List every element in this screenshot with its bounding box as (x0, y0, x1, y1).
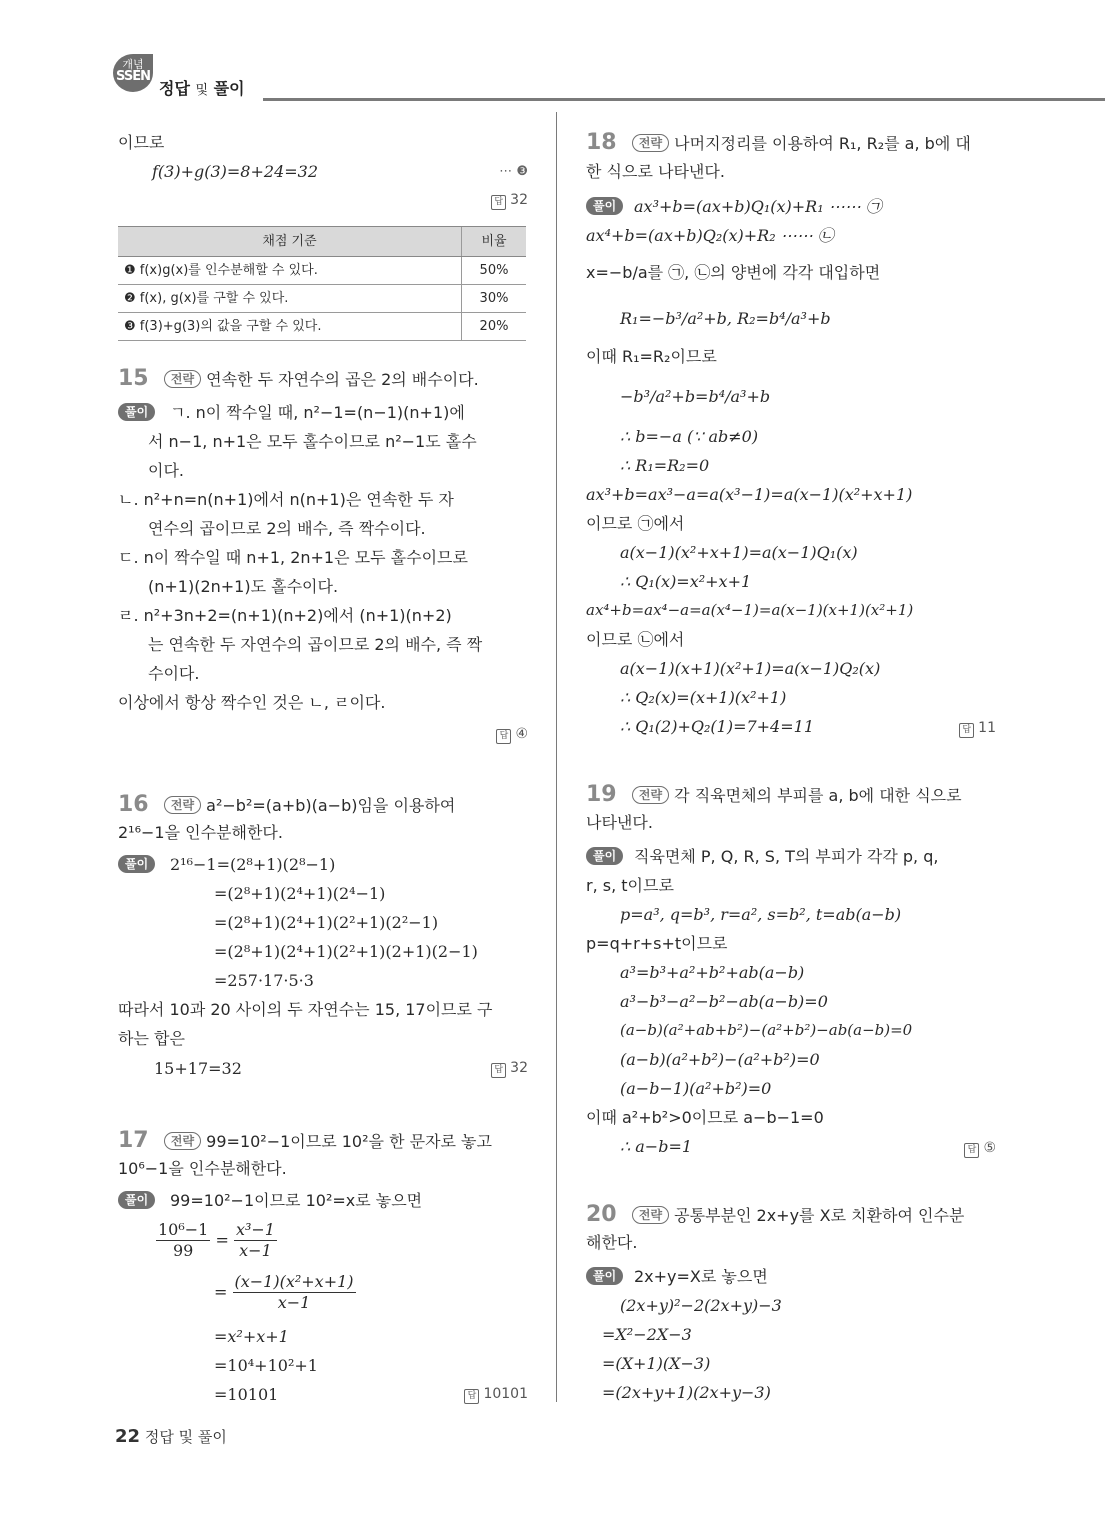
q16-sum: 15+17=32 (154, 1059, 242, 1078)
equation-f3: f(3)+g(3)=8+24=32 (152, 162, 319, 181)
q18-line: ax³+b=(ax+b)Q₁(x)+R₁ ⋯⋯ ㉠ (634, 197, 882, 216)
q20-sol-badge-wrap (586, 1262, 623, 1291)
q19-sol-badge-wrap (586, 842, 623, 871)
q20-line: =(X+1)(X−3) (602, 1354, 711, 1373)
answer-top-value: 32 (510, 192, 528, 208)
q16-conclusion: 따라서 10과 20 사이의 두 자연수는 15, 17이므로 구 (118, 1000, 493, 1019)
brand-logo (113, 54, 153, 92)
fraction-numerator: 10⁶−1 (158, 1220, 209, 1239)
q18-line: ax⁴+b=ax⁴−a=a(x⁴−1)=a(x−1)(x+1)(x²+1) (586, 601, 914, 619)
strategy-text: 2¹⁶−1을 인수분해한다. (118, 823, 283, 842)
q17-sol-badge-wrap (118, 1186, 155, 1215)
question-number: 18 (586, 130, 617, 155)
strategy-badge: 전략 (164, 370, 201, 388)
solution-badge: 풀이 (118, 403, 155, 421)
q19-line: ∴ a−b=1 (620, 1137, 693, 1156)
answer-icon: 답 (496, 729, 511, 744)
q20-heading (586, 1200, 964, 1230)
strategy-badge: 전략 (632, 134, 669, 152)
table-head-criteria: 채점 기준 (118, 227, 462, 257)
fraction (233, 1272, 356, 1313)
q15-line: ㄷ. n이 짝수일 때 n+1, 2n+1은 모두 홀수이므로 (118, 548, 468, 567)
intro-text: 이므로 (118, 133, 165, 152)
answer-icon: 답 (491, 195, 506, 210)
fraction-numerator: x³−1 (235, 1220, 275, 1239)
q18-line: 이므로 ㉡에서 (586, 630, 685, 649)
q20-line: 2x+y=X로 놓으면 (634, 1267, 768, 1286)
q18-line: a(x−1)(x²+x+1)=a(x−1)Q₁(x) (620, 543, 858, 562)
q18-line: ∴ b=−a (∵ ab≠0) (620, 427, 759, 446)
solution-badge: 풀이 (586, 197, 623, 215)
q18-sol-badge-wrap (586, 192, 623, 221)
q18-line: ∴ Q₂(x)=(x+1)(x²+1) (620, 688, 787, 707)
q15-heading (118, 364, 479, 394)
q16-answer (491, 1054, 528, 1083)
answer-value: ⑤ (983, 1140, 996, 1156)
question-number: 20 (586, 1202, 617, 1227)
q18-line: ∴ R₁=R₂=0 (620, 456, 710, 475)
answer-icon: 답 (464, 1389, 479, 1404)
q17-fraction-line: = $\frac{\text{(x−1)(x²+x+1)}}{x-1}$ (214, 1272, 354, 1312)
q15-line: 연수의 곱이므로 2의 배수, 즉 짝수이다. (148, 519, 426, 538)
answer-top (491, 186, 528, 215)
q16-line: =(2⁸+1)(2⁴+1)(2²+1)(2²−1) (214, 913, 439, 932)
table-cell: 30% (462, 285, 527, 313)
q15-line: (n+1)(2n+1)도 홀수이다. (148, 577, 339, 596)
strategy-text: 나머지정리를 이용하여 R₁, R₂를 a, b에 대 (674, 134, 971, 153)
strategy-badge: 전략 (632, 1206, 669, 1224)
q16-line: =(2⁸+1)(2⁴+1)(2⁴−1) (214, 884, 386, 903)
q18-line: a(x−1)(x+1)(x²+1)=a(x−1)Q₂(x) (620, 659, 881, 678)
table-header (118, 227, 526, 257)
solution-badge: 풀이 (118, 855, 155, 873)
q15-line: 수이다. (148, 664, 200, 683)
strategy-text: 나타낸다. (586, 813, 653, 832)
question-number: 16 (118, 792, 149, 817)
q18-line: x=−b/a를 ㉠, ㉡의 양변에 각각 대입하면 (586, 263, 881, 282)
fraction (234, 1220, 277, 1261)
table-cell: ❷ f(x), g(x)를 구할 수 있다. (118, 285, 462, 313)
q18-line: 이때 R₁=R₂이므로 (586, 347, 717, 366)
solution-badge: 풀이 (586, 847, 623, 865)
strategy-text: 99=10²−1이므로 10²을 한 문자로 놓고 (206, 1132, 492, 1151)
q18-heading (586, 128, 971, 158)
q15-line: 는 연속한 두 자연수의 곱이므로 2의 배수, 즉 짝 (148, 635, 483, 654)
strategy-text: 10⁶−1을 인수분해한다. (118, 1159, 287, 1178)
strategy-badge: 전략 (164, 1132, 201, 1150)
q18-answer (959, 714, 996, 743)
q16-sol-badge-wrap (118, 850, 155, 879)
scoring-table (118, 226, 526, 341)
q17-line: =10101 (214, 1385, 279, 1404)
q15-line: 서 n−1, n+1은 모두 홀수이므로 n²−1도 홀수 (148, 432, 477, 451)
q18-line: ∴ Q₁(x)=x²+x+1 (620, 572, 752, 591)
q15-line: ㄹ. n²+3n+2=(n+1)(n+2)에서 (n+1)(n+2) (118, 606, 452, 625)
question-number: 19 (586, 782, 617, 807)
table-cell: 50% (462, 257, 527, 285)
q16-conclusion: 하는 합은 (118, 1029, 185, 1048)
page-footer (115, 1426, 227, 1447)
q17-line: =10⁴+10²+1 (214, 1356, 318, 1375)
table-row (118, 257, 526, 285)
logo-bottom-text: SSEN (116, 69, 150, 84)
q19-line: p=q+r+s+t이므로 (586, 934, 728, 953)
logo-top-text: 개념 (122, 58, 144, 71)
strategy-text: 각 직육면체의 부피를 a, b에 대한 식으로 (674, 786, 962, 805)
footer-label: 정답 및 풀이 (144, 1428, 227, 1446)
q20-line: (2x+y)²−2(2x+y)−3 (620, 1296, 782, 1315)
header-title (159, 76, 245, 99)
q19-line: (a−b)(a²+ab+b²)−(a²+b²)−ab(a−b)=0 (620, 1021, 913, 1039)
q15-line: 이다. (148, 461, 184, 480)
q19-heading (586, 780, 962, 810)
q19-line: 이때 a²+b²>0이므로 a−b−1=0 (586, 1108, 824, 1127)
step-marker: ⋯ ❸ (499, 164, 528, 179)
fraction (156, 1220, 210, 1261)
q15-answer (496, 720, 528, 749)
q15-line: 이상에서 항상 짝수인 것은 ㄴ, ㄹ이다. (118, 693, 386, 712)
table-head-ratio: 비율 (462, 227, 527, 257)
q19-line: a³−b³−a²−b²−ab(a−b)=0 (620, 992, 828, 1011)
q19-line: r, s, t이므로 (586, 876, 674, 895)
header-title-main: 정답 (159, 79, 190, 98)
fraction-denominator: x−1 (239, 1241, 272, 1260)
q17-line: 99=10²−1이므로 10²=x로 놓으면 (170, 1191, 423, 1210)
q16-line: =(2⁸+1)(2⁴+1)(2²+1)(2+1)(2−1) (214, 942, 478, 961)
strategy-text: 해한다. (586, 1233, 638, 1252)
q16-heading (118, 790, 455, 820)
q20-line: =(2x+y+1)(2x+y−3) (602, 1383, 771, 1402)
strategy-text: 공통부분인 2x+y를 X로 치환하여 인수분 (674, 1206, 965, 1225)
answer-icon: 답 (959, 723, 974, 738)
table-cell: ❶ f(x)g(x)를 인수분해할 수 있다. (118, 257, 462, 285)
table-cell: 20% (462, 313, 527, 341)
q16-line: 2¹⁶−1=(2⁸+1)(2⁸−1) (170, 855, 336, 874)
answer-value: 32 (510, 1060, 528, 1076)
strategy-badge: 전략 (164, 796, 201, 814)
fraction-denominator: 99 (173, 1241, 194, 1260)
answer-icon: 답 (964, 1143, 979, 1158)
q17-answer (464, 1380, 528, 1409)
q15-line: ㄴ. n²+n=n(n+1)에서 n(n+1)은 연속한 두 자 (118, 490, 454, 509)
q16-line: =257·17·5·3 (214, 971, 314, 990)
q15-line: ㄱ. n이 짝수일 때, n²−1=(n−1)(n+1)에 (170, 403, 465, 422)
q18-line: 이므로 ㉠에서 (586, 514, 685, 533)
q17-line: =x²+x+1 (214, 1327, 289, 1346)
q18-line: −b³/a²+b=b⁴/a³+b (620, 387, 771, 406)
column-divider (556, 112, 557, 1402)
table-row (118, 285, 526, 313)
solution-badge: 풀이 (586, 1267, 623, 1285)
table-row (118, 313, 526, 341)
page-header (113, 48, 993, 100)
table-cell: ❸ f(3)+g(3)의 값을 구할 수 있다. (118, 313, 462, 341)
q20-line: =X²−2X−3 (602, 1325, 692, 1344)
q18-line: R₁=−b³/a²+b, R₂=b⁴/a³+b (620, 309, 831, 328)
answer-icon: 답 (491, 1063, 506, 1078)
solution-badge: 풀이 (118, 1191, 155, 1209)
q19-line: a³=b³+a²+b²+ab(a−b) (620, 963, 805, 982)
q17-heading (118, 1126, 492, 1156)
header-title-small: 및 (195, 83, 209, 98)
header-title-rest: 풀이 (213, 79, 245, 98)
q19-line: p=a³, q=b³, r=a², s=b², t=ab(a−b) (620, 905, 902, 924)
q17-fraction-line: $\frac{\text{10⁶−1}}{99}$ = $\frac{\text{x³−1}}{x-1}$ (158, 1220, 275, 1260)
strategy-text: 연속한 두 자연수의 곱은 2의 배수이다. (206, 370, 479, 389)
question-number: 17 (118, 1128, 149, 1153)
answer-value: 11 (978, 720, 996, 736)
q18-line: ∴ Q₁(2)+Q₂(1)=7+4=11 (620, 717, 814, 736)
header-rule (263, 98, 1105, 101)
question-number: 15 (118, 366, 149, 391)
page-number: 22 (115, 1426, 141, 1447)
strategy-text: a²−b²=(a+b)(a−b)임을 이용하여 (206, 796, 456, 815)
fraction-numerator: (x−1)(x²+x+1) (234, 1272, 354, 1291)
q19-answer (964, 1134, 996, 1163)
q15-sol-badge-wrap (118, 398, 155, 427)
q19-line: 직육면체 P, Q, R, S, T의 부피가 각각 p, q, (634, 847, 939, 866)
fraction-denominator: x−1 (277, 1293, 311, 1312)
answer-value: 10101 (483, 1386, 528, 1402)
q19-line: (a−b−1)(a²+b²)=0 (620, 1079, 772, 1098)
strategy-badge: 전략 (632, 786, 669, 804)
q18-line: ax³+b=ax³−a=a(x³−1)=a(x−1)(x²+x+1) (586, 485, 913, 504)
q19-line: (a−b)(a²+b²)−(a²+b²)=0 (620, 1050, 820, 1069)
q18-line: ax⁴+b=(ax+b)Q₂(x)+R₂ ⋯⋯ ㉡ (586, 226, 834, 245)
answer-value: ④ (515, 726, 528, 742)
strategy-text: 한 식으로 나타낸다. (586, 162, 725, 181)
